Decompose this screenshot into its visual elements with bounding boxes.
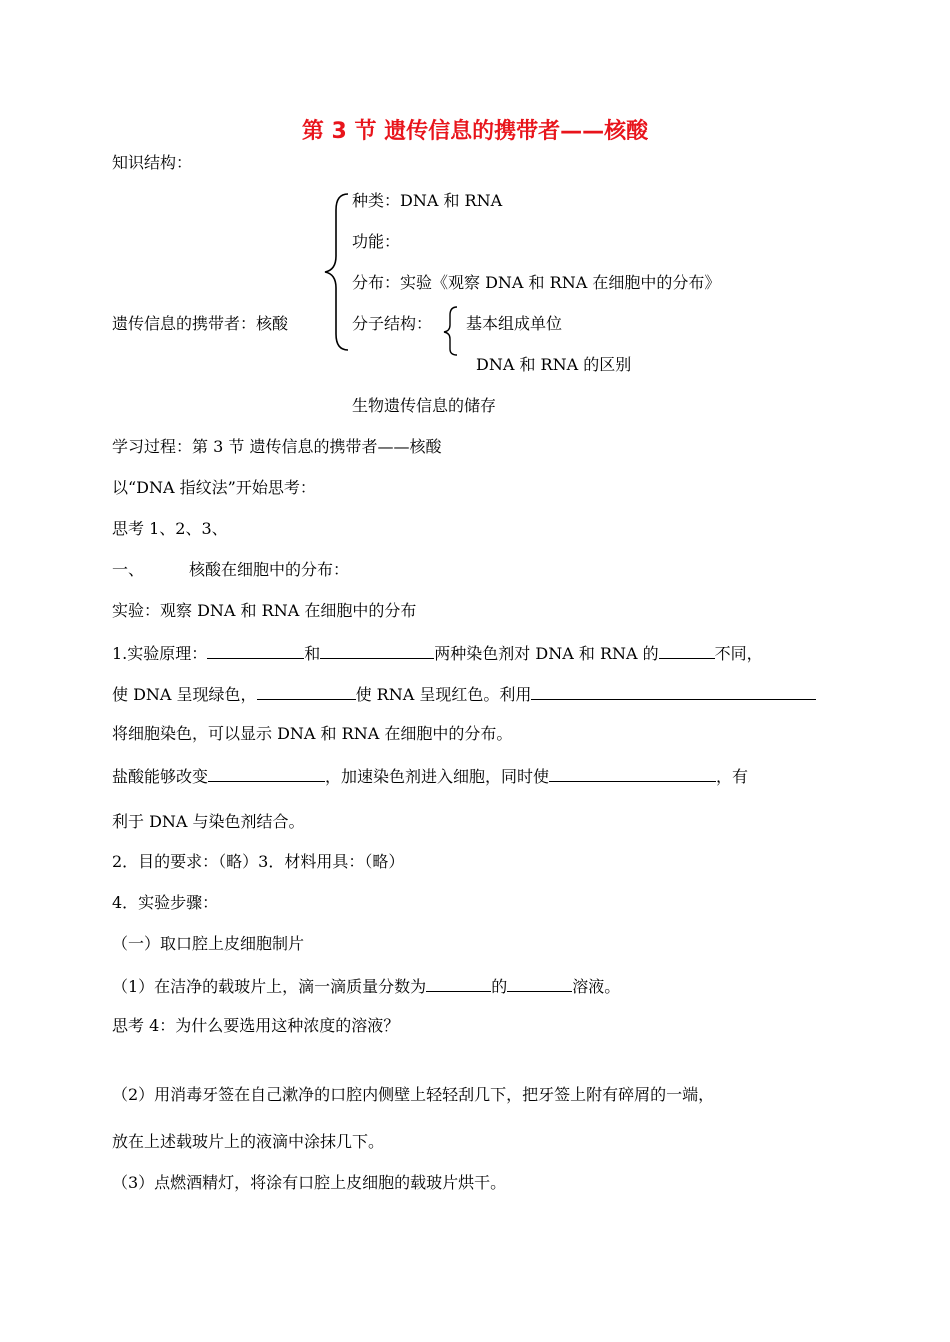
- blank-hcl2[interactable]: [549, 767, 716, 782]
- principle-line3: 将细胞染色，可以显示 DNA 和 RNA 在细胞中的分布。: [112, 724, 513, 743]
- step1-text-b: 的: [491, 977, 508, 996]
- blank-hcl1[interactable]: [208, 767, 325, 782]
- step1-line: [112, 977, 620, 995]
- principle-text-c: 两种染色剂对 DNA 和 RNA 的: [434, 644, 659, 663]
- step3-line: （3）点燃酒精灯，将涂有口腔上皮细胞的载玻片烘干。: [112, 1173, 507, 1192]
- sub-brace-icon: [441, 305, 459, 357]
- blank-stain3[interactable]: [257, 685, 356, 700]
- principle-line2: [112, 685, 816, 703]
- sub-unit: 基本组成单位: [466, 314, 563, 333]
- structure-heading: 知识结构：: [112, 153, 193, 172]
- hcl-text-a: 盐酸能够改变: [112, 767, 209, 786]
- principle2-text-b: 使 RNA 呈现红色。利用: [355, 685, 532, 704]
- branch-distribution: 分布：实验《观察 DNA 和 RNA 在细胞中的分布》: [352, 273, 721, 292]
- main-brace-icon: [322, 192, 352, 352]
- principle-text-b: 和: [304, 644, 321, 663]
- hcl-line2: 利于 DNA 与染色剂结合。: [112, 812, 305, 831]
- sub-difference: DNA 和 RNA 的区别: [476, 355, 632, 374]
- branch-kinds: 种类：DNA 和 RNA: [352, 191, 503, 210]
- blank-affinity[interactable]: [659, 644, 715, 659]
- blank-solution[interactable]: [507, 977, 572, 992]
- principle-text-a: 1.实验原理：: [112, 644, 208, 663]
- hcl-text-b: ，加速染色剂进入细胞，同时使: [325, 767, 550, 786]
- section1-title: 核酸在细胞中的分布：: [189, 560, 350, 579]
- steps-heading: 4．实验步骤：: [112, 893, 219, 912]
- process-heading: 学习过程：第 3 节 遗传信息的携带者——核酸: [112, 437, 442, 456]
- purpose-line: 2．目的要求：（略）3．材料用具：（略）: [112, 852, 405, 871]
- blank-stain2[interactable]: [320, 644, 434, 659]
- step-one-heading: （一）取口腔上皮细胞制片: [112, 934, 305, 953]
- branch-function: 功能：: [352, 232, 401, 251]
- hcl-text-c: ，有: [716, 767, 749, 786]
- section1-number: 一、: [112, 560, 145, 579]
- principle-text-d: 不同，: [714, 644, 763, 663]
- structure-root: 遗传信息的携带者：核酸: [112, 314, 289, 333]
- step1-text-c: 溶液。: [572, 977, 621, 996]
- structure-storage: 生物遗传信息的储存: [352, 396, 497, 415]
- blank-mixed-stain[interactable]: [531, 685, 816, 700]
- think-4: 思考 4：为什么要选用这种浓度的溶液？: [112, 1016, 400, 1035]
- blank-concentration[interactable]: [426, 977, 491, 992]
- step2-line1: （2）用消毒牙签在自己漱净的口腔内侧壁上轻轻刮几下，把牙签上附有碎屑的一端，: [112, 1085, 715, 1104]
- step2-line2: 放在上述载玻片上的液滴中涂抹几下。: [112, 1132, 385, 1151]
- hcl-line1: [112, 767, 748, 785]
- principle-line1: [112, 644, 763, 662]
- branch-molecular: 分子结构：: [352, 314, 433, 333]
- page-title: 第 3 节 遗传信息的携带者——核酸: [301, 119, 649, 144]
- step1-text-a: （1）在洁净的载玻片上，滴一滴质量分数为: [112, 977, 427, 996]
- experiment-title: 实验：观察 DNA 和 RNA 在细胞中的分布: [112, 601, 417, 620]
- principle2-text-a: 使 DNA 呈现绿色，: [112, 685, 257, 704]
- blank-stain1[interactable]: [207, 644, 304, 659]
- intro-line: 以“DNA 指纹法”开始思考：: [112, 478, 316, 497]
- think-123: 思考 1、2、3、: [112, 519, 228, 538]
